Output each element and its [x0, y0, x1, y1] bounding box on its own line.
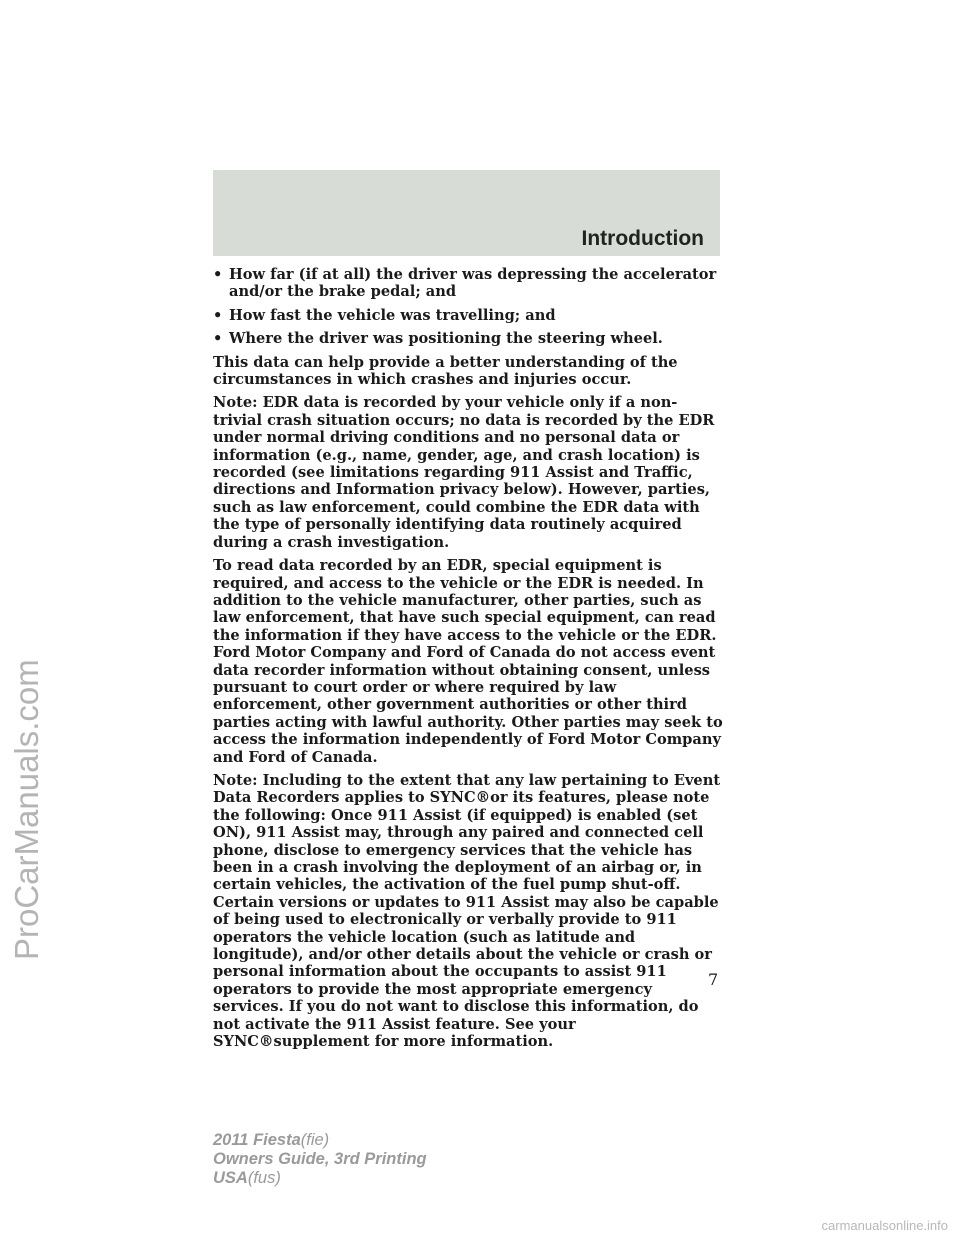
footer-model-line [213, 1131, 427, 1150]
footer-model: 2011 Fiesta [213, 1131, 301, 1149]
bullet-icon: • [213, 306, 223, 324]
footer-model-code: (fie) [300, 1131, 330, 1149]
side-watermark: ProCarManuals.com [8, 659, 45, 960]
footer [213, 1131, 427, 1188]
bullet-item [213, 307, 723, 324]
bullet-item [213, 266, 723, 301]
bullet-text: How far (if at all) the driver was depressing the accelerator and/or the brake pedal; and [229, 266, 717, 301]
footer-market: USA [213, 1169, 248, 1187]
bullet-icon: • [213, 330, 223, 348]
bullet-text: Where the driver was positioning the steering wheel. [229, 330, 663, 348]
section-title: Introduction [581, 227, 704, 250]
paragraph-circumstances: This data can help provide a better understanding of the circumstances in which crashes and injuries occur. [213, 353, 678, 389]
section-header-band [213, 170, 720, 256]
footer-market-code: (fus) [247, 1169, 281, 1187]
bullet-text: How fast the vehicle was travelling; and [229, 306, 556, 324]
bullet-icon: • [213, 266, 223, 283]
page-content [213, 266, 723, 1056]
bullet-item [213, 330, 723, 347]
paragraph-edr-note: Note: EDR data is recorded by your vehicle only if a non-trivial crash situation occurs; no data is recorded by the EDR under normal driving conditions and no personal data or information (e.g., name, gender, age, and crash location) is recorded (see limitations regarding 911 Assist and Traffic, directions and Information privacy below). However, parties, such as law enforcement, could combine the EDR data with the type of personally identifying data routinely acquired during a crash investigation. [213, 394, 715, 551]
bottom-watermark: carmanualsonline.info [821, 1218, 948, 1233]
footer-guide: Owners Guide, 3rd Printing [213, 1150, 427, 1168]
page-number: 7 [708, 970, 719, 989]
paragraph-sync-note: Note: Including to the extent that any law pertaining to Event Data Recorders applies to SYNC®or its features, please note the following: Once 911 Assist (if equipped) is enabled (set ON), 911 Assist may, through any paired and connected cell phone, disclose to emergency services that the vehicle has been in a crash involving the deployment of an airbag or, in certain vehicles, the activation of the fuel pump shut-off. Certain versions or updates to 911 Assist may also be capable of being used to electronically or verbally provide to 911 operators the vehicle location (such as latitude and longitude), and/or other details about the vehicle or crash or personal information about the occupants to assist 911 operators to provide the most appropriate emergency services. If you do not want to disclose this information, do not activate the 911 Assist feature. See your SYNC®supplement for more information. [213, 771, 721, 1051]
footer-market-line [213, 1169, 427, 1188]
paragraph-reading-data: To read data recorded by an EDR, special equipment is required, and access to the vehicle or the EDR is needed. In addition to the vehicle manufacturer, other parties, such as law enforcement, that have such special equipment, can read the information if they have access to the vehicle or the EDR. Ford Motor Company and Ford of Canada do not access event data recorder information without obtaining consent, unless pursuant to court order or where required by law enforcement, other government authorities or other third parties acting with lawful authority. Other parties may seek to access the information independently of Ford Motor Company and Ford of Canada. [213, 557, 723, 766]
